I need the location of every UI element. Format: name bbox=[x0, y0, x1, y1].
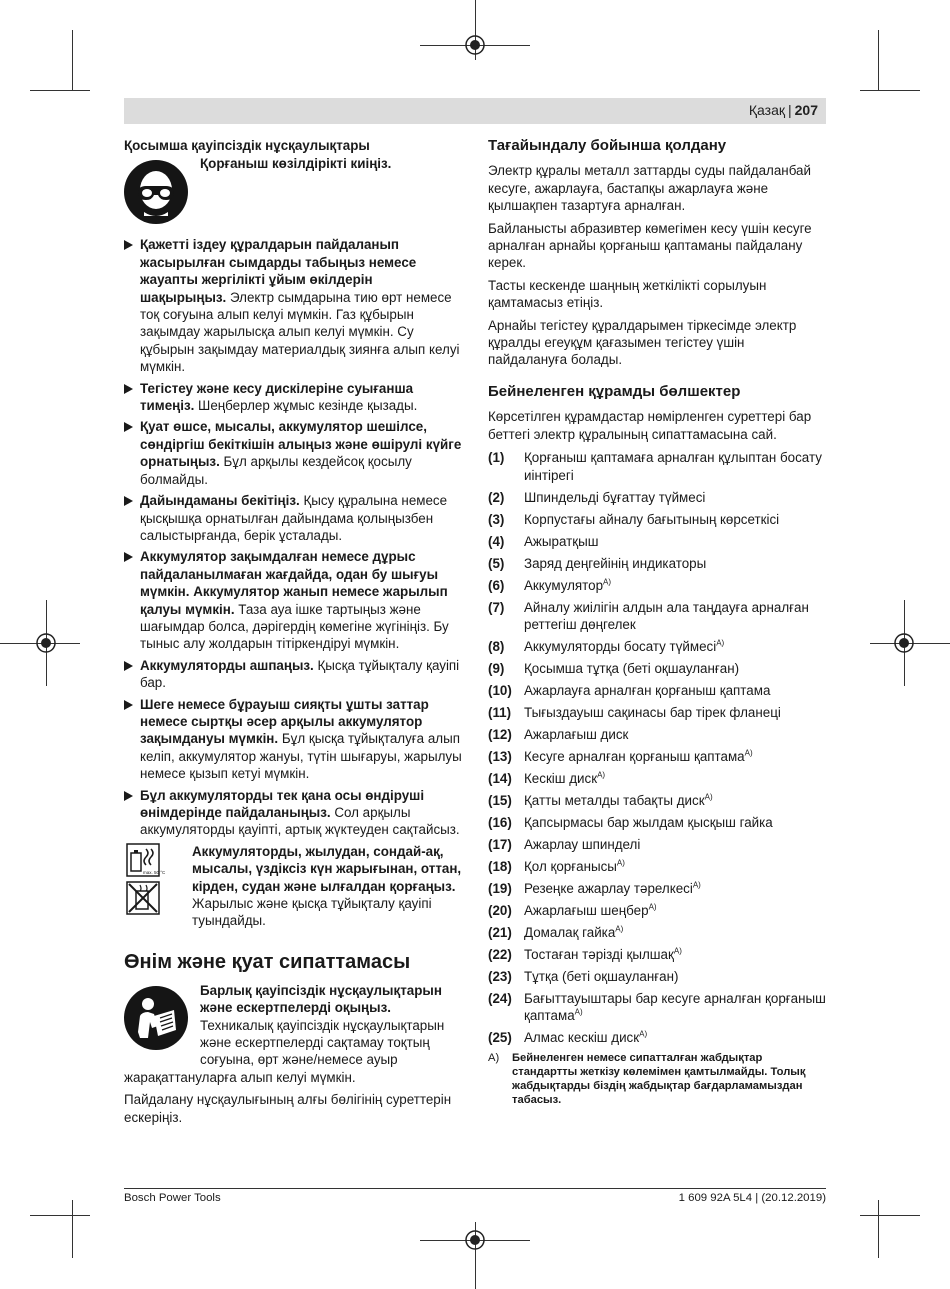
header-text: Қазақ | 207 bbox=[748, 102, 818, 118]
list-item bbox=[488, 924, 826, 941]
part-text: Тығыздауыш сақинасы бар тірек фланецi bbox=[524, 704, 781, 720]
intended-paragraph: Байланысты абразивтер көмегімен кесу үшін кесуге арналған арнайы қорғаныш қаптаманы пайдалану керек. bbox=[488, 220, 812, 271]
part-label bbox=[524, 726, 628, 743]
components-heading: Бейнеленген құрамды бөлшектер bbox=[488, 382, 741, 400]
list-item bbox=[488, 836, 826, 853]
intended-paragraph: Электр құралы металл заттарды суды пайдаланбай кесуге, ажарлауға, бастапқы ажарлауға және қылшақпен тазартуға арналған. bbox=[488, 163, 811, 214]
bullet-text: Шеңберлер жұмыс кезінде қызады. bbox=[194, 398, 418, 414]
footnote-ref: A) bbox=[616, 858, 625, 868]
list-item bbox=[488, 511, 826, 528]
part-label bbox=[524, 858, 625, 875]
list-item bbox=[124, 548, 462, 652]
part-text: Қол қорғанысы bbox=[524, 858, 617, 874]
crop-mark bbox=[72, 1200, 73, 1258]
part-label bbox=[524, 968, 678, 985]
product-heading: Өнім және қуат сипаттамасы bbox=[124, 950, 411, 973]
list-item bbox=[488, 555, 826, 572]
part-number: (2) bbox=[488, 489, 505, 505]
part-number: (24) bbox=[488, 990, 512, 1006]
bullet-bold-text: Бұл аккумуляторды тек қана осы өндіруші өнімдерінде пайдаланыңыз. bbox=[140, 787, 425, 820]
part-text: Бағыттауыштары бар кесуге арналған қорғаныш қаптама bbox=[524, 990, 826, 1024]
crop-mark bbox=[72, 30, 73, 90]
bullet-bold-text: Тегістеу және кесу дискілеріне суығанша тимеңіз. bbox=[140, 380, 414, 414]
read-manual-block bbox=[124, 982, 462, 1126]
part-text: Шпиндельді бұғаттау түймесі bbox=[524, 489, 706, 505]
list-item bbox=[124, 418, 462, 488]
read-text: Техникалық қауіпсіздік нұсқаулықтарын және ескертпелерді сақтамау тоқтың соғуына, өрт және/немесе ауыр жарақаттануларға алып келуі мүмкін. bbox=[124, 1017, 445, 1085]
list-item bbox=[124, 492, 462, 544]
part-label bbox=[524, 836, 640, 853]
list-item bbox=[488, 792, 826, 809]
part-number: (6) bbox=[488, 577, 505, 593]
part-text: Резеңке ажарлау тәрелкесі bbox=[524, 880, 693, 896]
part-label bbox=[524, 704, 781, 721]
list-item bbox=[124, 657, 462, 692]
part-number: (23) bbox=[488, 968, 512, 984]
part-text: Алмас кескіш диск bbox=[524, 1030, 640, 1046]
read-manual-icon bbox=[124, 986, 188, 1050]
battery-heat-icon bbox=[126, 843, 166, 877]
part-text: Кесуге арналған қорғаныш қаптама bbox=[524, 748, 745, 764]
list-item bbox=[124, 380, 462, 415]
bullet-triangle-icon bbox=[124, 552, 133, 562]
bullet-text: Сол арқылы аккумуляторды қауіпті, артық жүктеуден сақтайсыз. bbox=[140, 805, 460, 838]
list-item bbox=[488, 682, 826, 699]
bullet-text: Бұл арқылы кездейсоқ қосылу болмайды. bbox=[140, 454, 412, 487]
part-label bbox=[524, 770, 605, 787]
part-label bbox=[524, 1029, 647, 1046]
part-text: Ажарлауға арналған қорғаныш қаптама bbox=[524, 682, 771, 698]
list-item bbox=[488, 968, 826, 985]
part-text: Қорғаныш қаптамаға арналған құлыптан босату иінтірегі bbox=[524, 450, 822, 483]
page-header bbox=[124, 98, 826, 124]
components-intro: Көрсетілген құрамдастар нөмірленген суреттері бар беттегі электр құралының сипаттамасына сай. bbox=[488, 409, 812, 442]
registration-mark-icon bbox=[464, 1229, 486, 1251]
crop-mark bbox=[878, 1200, 879, 1258]
list-item bbox=[488, 577, 826, 594]
list-item bbox=[488, 770, 826, 787]
header-language: Қазақ bbox=[748, 102, 785, 118]
part-text: Ажарлағыш шеңбер bbox=[524, 902, 649, 918]
bullet-bold-text: Қуат өшсе, мысалы, аккумулятор шешілсе, сөндіргіш бекіткішін алыңыз және өшірулі күйге орнатыңыз. bbox=[140, 419, 462, 470]
safety-bullet-list bbox=[124, 236, 462, 838]
goggles-note: Қорғаныш көзілдірікті киіңіз. bbox=[200, 156, 392, 172]
bullet-text: Бұл қысқа тұйықталуға алып келіп, аккумулятор жануы, түтін шығаруы, жарылуы немесе қызып кетуі мүмкін. bbox=[140, 731, 462, 782]
list-item bbox=[488, 990, 826, 1025]
bullet-bold-text: Аккумуляторды ашпаңыз. bbox=[140, 657, 314, 673]
part-number: (22) bbox=[488, 946, 512, 962]
footnote-ref: A) bbox=[744, 748, 753, 758]
safety-goggles-icon bbox=[124, 160, 188, 224]
bullet-bold-text: Дайындаманы бекітіңіз. bbox=[140, 493, 300, 509]
list-item bbox=[488, 638, 826, 655]
footnote-ref: A) bbox=[603, 577, 612, 587]
crop-mark bbox=[30, 90, 90, 91]
part-number: (18) bbox=[488, 858, 512, 874]
part-number: (11) bbox=[488, 704, 512, 720]
part-text: Домалақ гайка bbox=[524, 924, 616, 940]
list-item bbox=[488, 748, 826, 765]
list-item bbox=[488, 880, 826, 897]
bullet-text: Электр сымдарына тию өрт немесе тоқ соғуына алып келуі мүмкін. Газ құбырын зақымдау жарылысқа алып келуі мүмкін. Су құбырын зақымдау материалдық зиянға алып келуі мүмкін. bbox=[140, 289, 460, 375]
footnote-ref: A) bbox=[574, 1007, 583, 1017]
figures-note: Пайдалану нұсқаулығының алғы бөлігінің суреттерін ескеріңіз. bbox=[124, 1092, 452, 1125]
bullet-triangle-icon bbox=[124, 384, 133, 394]
list-item bbox=[124, 236, 462, 375]
list-item bbox=[488, 660, 826, 677]
part-label bbox=[524, 449, 826, 484]
list-item bbox=[488, 533, 826, 550]
bullet-bold-text: Қажетті іздеу құралдарын пайдаланып жасырылған сымдарды табыңыз немесе жауапты жергілікті ұйым өкілдерін шақырыңыз. bbox=[140, 237, 417, 305]
part-text: Аккумуляторды босату түймесі bbox=[524, 638, 717, 654]
goggles-block bbox=[124, 156, 462, 224]
bullet-text: Қысу құралына немесе қысқышқа орнатылған дайындама қолыңызбен салыстырғанда, берік ұсталады. bbox=[140, 493, 448, 543]
footnote-text: Бейнеленген немесе сипатталған жабдықтар стандартты жеткізу көлемімен қамтылмайды. Толық жабдықтарды біздің жабдықтар бағдарламамыздан табасыз. bbox=[512, 1052, 806, 1107]
right-column bbox=[488, 137, 826, 1107]
footnote-ref: A) bbox=[639, 1029, 648, 1039]
footnote bbox=[488, 1051, 826, 1107]
part-text: Қапсырмасы бар жылдам қысқыш гайка bbox=[524, 814, 773, 830]
battery-protect-bold: Аккумуляторды, жылудан, сондай-ақ, мысалы, үздіксіз күн жарығынан, оттан, кірден, судан және ылғалдан қорғаңыз. bbox=[192, 843, 462, 894]
footnote-ref: A) bbox=[716, 638, 725, 648]
crop-mark bbox=[30, 1215, 90, 1216]
list-item bbox=[488, 858, 826, 875]
part-text: Қатты металды табақты диск bbox=[524, 792, 705, 808]
part-text: Айналу жиілігін алдын ала таңдауға арналған реттегіш дөңгелек bbox=[524, 599, 809, 632]
bullet-triangle-icon bbox=[124, 661, 133, 671]
list-item bbox=[488, 814, 826, 831]
part-label bbox=[524, 682, 770, 699]
battery-no-water-icon bbox=[126, 881, 160, 915]
part-text: Ажарлағыш диск bbox=[524, 726, 629, 742]
list-item bbox=[488, 726, 826, 743]
part-text: Корпустағы айналу бағытының көрсеткісі bbox=[524, 511, 780, 527]
part-text: Тостаған тәрізді қылшақ bbox=[524, 946, 674, 962]
battery-protect-block bbox=[124, 843, 462, 930]
part-number: (20) bbox=[488, 902, 512, 918]
bullet-triangle-icon bbox=[124, 791, 133, 801]
registration-mark-icon bbox=[35, 632, 57, 654]
part-number: (8) bbox=[488, 638, 505, 654]
part-number: (5) bbox=[488, 555, 505, 571]
part-text: Аккумулятор bbox=[524, 577, 604, 593]
list-item bbox=[124, 787, 462, 839]
part-label bbox=[524, 748, 753, 765]
part-number: (4) bbox=[488, 533, 505, 549]
part-text: Ажарлау шпинделі bbox=[524, 836, 641, 852]
bullet-triangle-icon bbox=[124, 240, 133, 250]
part-number: (21) bbox=[488, 924, 512, 940]
footnote-ref: A) bbox=[648, 902, 657, 912]
part-number: (17) bbox=[488, 836, 512, 852]
part-text: Ажыратқыш bbox=[524, 533, 599, 549]
list-item bbox=[488, 946, 826, 963]
battery-protect-plain: Жарылыс және қысқа тұйықталу қауіпі туындайды. bbox=[192, 896, 432, 929]
part-label bbox=[524, 533, 598, 550]
footnote-ref: A) bbox=[704, 792, 713, 802]
part-text: Заряд деңгейінің индикаторы bbox=[524, 555, 707, 571]
part-number: (7) bbox=[488, 599, 505, 615]
list-item bbox=[488, 449, 826, 484]
footnote-ref: A) bbox=[615, 924, 624, 934]
part-number: (1) bbox=[488, 450, 505, 466]
battery-heat-label: max. 50 °C bbox=[143, 869, 166, 875]
part-label bbox=[524, 990, 826, 1025]
read-bold-text: Барлық қауіпсіздік нұсқаулықтарын және ескертпелерді оқыңыз. bbox=[200, 982, 442, 1016]
crop-mark bbox=[860, 1215, 920, 1216]
intended-paragraph: Тасты кескенде шаңның жеткілікті сорылуын қамтамасыз етіңіз. bbox=[488, 277, 767, 311]
part-number: (25) bbox=[488, 1030, 512, 1046]
bullet-triangle-icon bbox=[124, 422, 133, 432]
part-label bbox=[524, 555, 706, 572]
footnote-ref: A) bbox=[692, 880, 701, 890]
part-label bbox=[524, 489, 705, 506]
part-label bbox=[524, 902, 657, 919]
part-number: (9) bbox=[488, 660, 505, 676]
registration-mark-icon bbox=[893, 632, 915, 654]
part-number: (15) bbox=[488, 792, 512, 808]
footer-doc-id: 1 609 92A 5L4 | (20.12.2019) bbox=[678, 1192, 826, 1204]
intended-use-heading: Тағайындалу бойынша қолдану bbox=[488, 137, 727, 154]
part-text: Кескіш диск bbox=[524, 770, 598, 786]
part-number: (14) bbox=[488, 770, 512, 786]
part-label bbox=[524, 946, 682, 963]
crop-mark bbox=[860, 90, 920, 91]
list-item bbox=[488, 489, 826, 506]
bullet-triangle-icon bbox=[124, 700, 133, 710]
battery-pictograms bbox=[124, 843, 192, 919]
footer-rule bbox=[124, 1188, 826, 1189]
list-item bbox=[488, 902, 826, 919]
part-number: (19) bbox=[488, 880, 512, 896]
part-label bbox=[524, 792, 713, 809]
bullet-text: Қысқа тұйықталу қауіпі бар. bbox=[140, 657, 460, 691]
part-text: Қосымша тұтқа (беті оқшауланған) bbox=[524, 660, 740, 676]
part-label bbox=[524, 511, 779, 528]
bullet-triangle-icon bbox=[124, 496, 133, 506]
part-number: (10) bbox=[488, 682, 512, 698]
registration-mark-icon bbox=[464, 34, 486, 56]
part-label bbox=[524, 599, 826, 634]
part-number: (12) bbox=[488, 726, 512, 742]
safety-heading: Қосымша қауіпсіздік нұсқаулықтары bbox=[124, 138, 370, 153]
left-column bbox=[124, 137, 462, 1131]
list-item bbox=[488, 704, 826, 721]
footer-brand: Bosch Power Tools bbox=[124, 1192, 221, 1204]
part-text: Тұтқа (беті оқшауланған) bbox=[524, 968, 679, 984]
footnote-ref: A) bbox=[673, 946, 682, 956]
list-item bbox=[488, 599, 826, 634]
bullet-bold-text: Шеге немесе бұрауыш сияқты ұшты заттар немесе сыртқы әсер арқылы аккумулятор зақымдануы мүмкін. bbox=[140, 696, 429, 747]
footnote-mark: A) bbox=[488, 1052, 500, 1065]
bullet-bold-text: Аккумулятор зақымдалған немесе дұрыс пайдаланылмаған жағдайда, одан бу шығуы мүмкін. Аккумулятор жанып немесе жарылып қалуы мүмкін. bbox=[140, 549, 448, 617]
part-label bbox=[524, 638, 724, 655]
part-label bbox=[524, 814, 773, 831]
part-number: (16) bbox=[488, 814, 512, 830]
components-list bbox=[488, 449, 826, 1047]
bullet-text: Таза ауа ішке тартыңыз және шағымдар болса, дәрігердің көмегіне жүгініңіз. Бу тыныс алу жолдарын тітіркендіруі мүмкін. bbox=[140, 601, 449, 652]
crop-mark bbox=[878, 30, 879, 90]
part-label bbox=[524, 577, 611, 594]
list-item bbox=[488, 1029, 826, 1046]
part-number: (13) bbox=[488, 748, 512, 764]
intended-paragraph: Арнайы тегістеу құралдарымен тіркесімде электр құралды егеуқұм қағазымен тегістеу үшін пайдалануға болады. bbox=[488, 317, 797, 368]
part-number: (3) bbox=[488, 511, 505, 527]
part-label bbox=[524, 660, 739, 677]
footnote-ref: A) bbox=[597, 770, 606, 780]
page-number: 207 bbox=[794, 102, 818, 118]
list-item bbox=[124, 696, 462, 783]
part-label bbox=[524, 880, 701, 897]
part-label bbox=[524, 924, 623, 941]
battery-protect-text bbox=[192, 843, 462, 930]
